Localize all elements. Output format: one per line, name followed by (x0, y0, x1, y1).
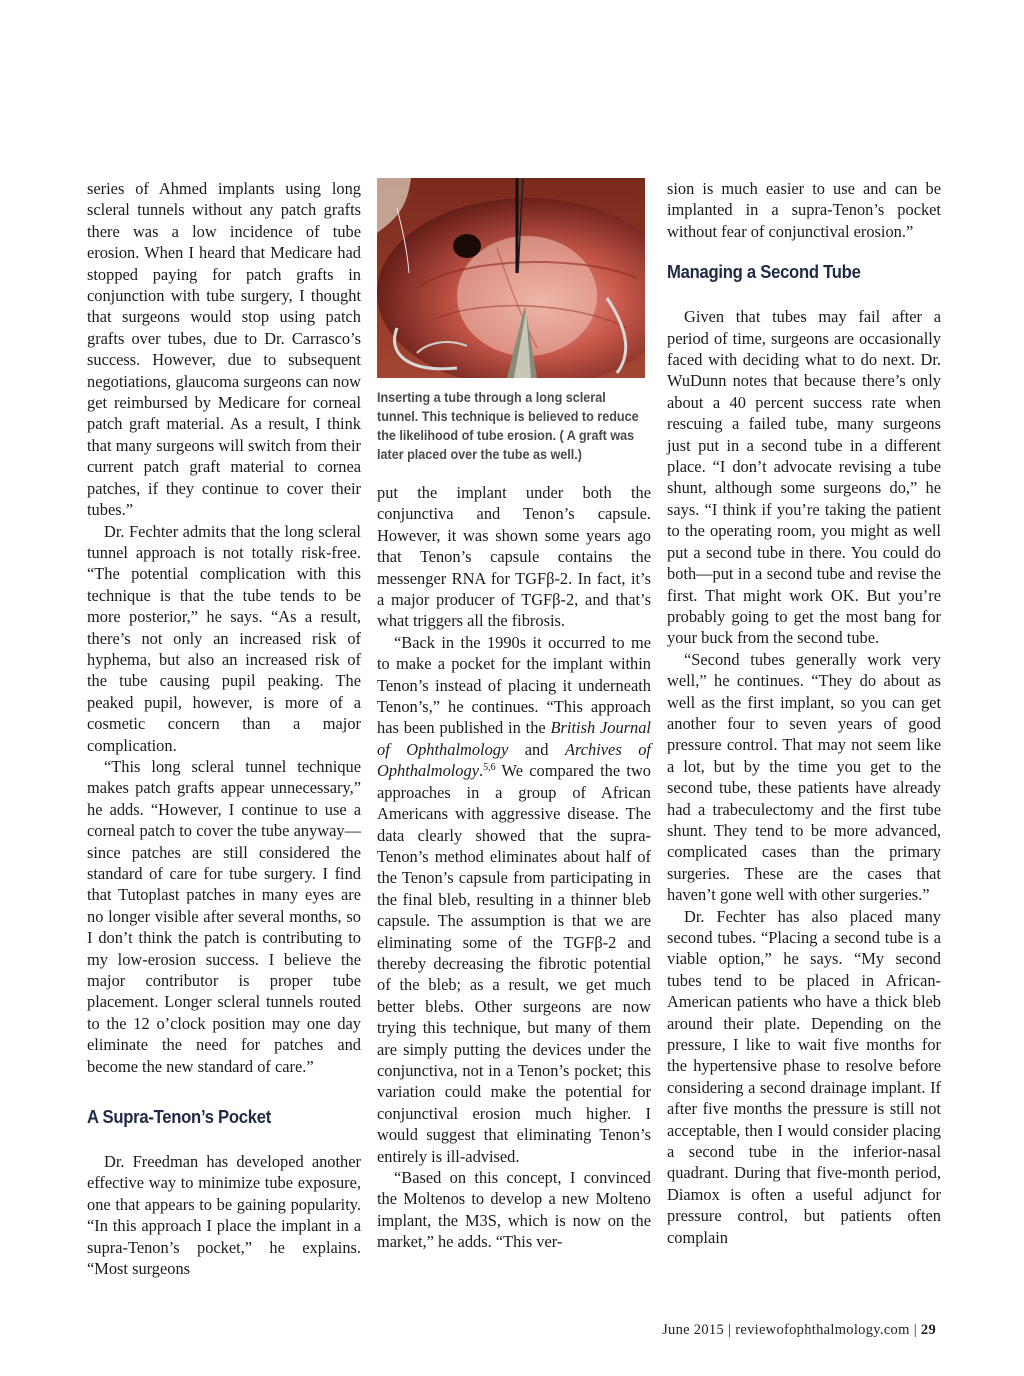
footer-separator: | (728, 1322, 732, 1338)
col2-paragraph-2-text: “Back in the 1990s it occurred to me to make a pocket for the implant within Tenon’s instead of placing it underneath Tenon’s,” he continues. “This approach has been published in the (377, 632, 651, 738)
col2-paragraph-1: put the implant under both the conjunctiva and Tenon’s capsule. However, it was shown some years ago that Tenon’s capsule contains the messenger RNA for TGFβ-2. In fact, it’s a major producer of TGFβ-2, and that’s what triggers all the fibrosis. (377, 483, 651, 631)
col1-paragraph-4: Dr. Freedman has developed another effective way to minimize tube exposure, one that appears to be gaining popularity. “In this approach I place the implant in a supra-Tenon’s pocket,” he explains. “Most surgeons (87, 1152, 361, 1279)
col3-paragraph-1: sion is much easier to use and can be implanted in a supra-Tenon’s pocket without fear of conjunctival erosion.” (667, 179, 941, 241)
col1-paragraph-1: series of Ahmed implants using long scleral tunnels without any patch grafts there was a low incidence of tube erosion. When I heard that Medicare had stopped paying for patch grafts in conjunction with tube surgery, I thought that surgeons would stop using patch grafts over tubes, due to Dr. Carrasco’s success. However, due to subsequent negotiations, glaucoma surgeons can now get reimbursed by Medicare for corneal patch graft material. As a result, I think that many surgeons will switch from their current patch graft material to cornea patches, if they continue to cover their tubes.” (87, 179, 361, 520)
journal-title-bjo: British Journal of Ophthalmology (377, 718, 651, 759)
footer-separator: | (913, 1322, 917, 1338)
journal-title-archives: Archives of Ophthalmology (377, 739, 651, 781)
col3-paragraph-3: “Second tubes generally work very well,” he continues. “They do about as well as the first implant, so you can get another four to seven years of good pressure control. That may not seem like a lot, but by the time you get to the second tube, these patients have already had a trabeculectomy and the first tube shunt. They tend to be more advanced, complicated cases than the primary surgeries. These are the cases that haven’t gone well with other surgeries.” (667, 649, 941, 905)
col3-paragraph-4: Dr. Fechter has also placed many second tubes. “Placing a second tube is a viable option,” he says. “My second tubes tend to be placed in African-American patients who have a thick bleb around their plate. Depending on the pressure, I like to wait five months for the hypertensive phase to resolve before considering a second drainage implant. If after five months the pressure is still not acceptable, then I would consider placing a second tube in the inferior-nasal quadrant. During that five-month period, Diamox is often a useful adjunct for pressure control, but patients often complain (667, 906, 941, 1247)
reference-superscript: 5,6 (483, 762, 496, 774)
figure-caption: Inserting a tube through a long scleral tunnel. This technique is believed to reduce the likelihood of tube erosion. ( A graft was later placed over the tube as well.) (377, 390, 639, 462)
surgery-photo (377, 178, 645, 378)
col3-paragraph-2: Given that tubes may fail after a period of time, surgeons are occasionally faced with deciding what to do next. Dr. WuDunn notes that because there’s only about a 40 percent success rate when rescuing a failed tube, many surgeons just put in a second tube in a different place. “I don’t advocate revising a tube shunt, although some surgeons do,” he says. “I think if you’re taking the patient to the operating room, you might as well put a second tube in there. You could do both—put in a second tube and revise the first. That might work OK. But you’re probably going to get the most bang for your buck from the second tube. (667, 307, 941, 648)
footer-website-link[interactable]: reviewofophthalmology.com (735, 1322, 910, 1338)
page-number: 29 (920, 1322, 936, 1338)
column-2 (377, 178, 651, 1253)
col2-paragraph-3: “Based on this concept, I convinced the Moltenos to develop a new Molteno implant, the M3S, which is now on the market,” he adds. “This ver- (377, 1168, 651, 1252)
col2-paragraph-2: “Back in the 1990s it occurred to me to make a pocket for the implant within Tenon’s instead of placing it underneath Tenon’s,” he continues. “This approach has been published in the British Journal of Ophthalmology and Archives of Ophthalmology.$^{5,6}$ We compared the two approaches in a group of African Americans with aggressive disease. The data clearly showed that the supra-Tenon’s method eliminates about half of the Tenon’s capsule from participating in the final bleb, resulting in a thinner bleb capsule. The assumption is that we are eliminating some of the TGFβ-2 and thereby decreasing the fibrotic potential of the bleb; as a result, we get much better blebs. Other surgeons are now trying this technique, but many of them are simply putting the devices under the conjunctiva, not in a Tenon’s pocket; this variation could make the potential for conjunctival erosion much higher. I would suggest that eliminating Tenon’s entirely is ill-advised. (377, 632, 651, 1166)
col1-paragraph-2: Dr. Fechter admits that the long scleral tunnel approach is not totally risk-free. “The potential complication with this technique is that the tube tends to be more posterior,” he says. “As a result, there’s not only an increased risk of hyphema, but also an increased risk of the tube causing pupil peaking. The peaked pupil, however, is more of a cosmetic concern than a major complication. (87, 521, 361, 755)
col2-paragraph-2-rest: We compared the two approaches in a group of African Americans with aggressive disease. The data clearly showed that the supra-Tenon’s method eliminates about half of the Tenon’s capsule from participating in the final bleb, resulting in a thinner bleb capsule. The assumption is that we are eliminating some of the TGFβ-2 and thereby decreasing the fibrotic potential of the bleb; as a result, we get much better blebs. Other surgeons are now trying this technique, but many of them are simply putting the devices under the conjunctiva, not in a Tenon’s pocket; this variation could make the potential for conjunctival erosion much higher. I would suggest that eliminating Tenon’s entirely is ill-advised. (377, 761, 651, 1166)
section-heading-supra-tenons-pocket: A Supra-Tenon’s Pocket (87, 1106, 272, 1128)
column-3 (667, 178, 941, 1248)
section-heading-managing-second-tube: Managing a Second Tube (667, 261, 861, 283)
surgery-photo-illustration (377, 178, 645, 378)
footer-date: June 2015 (662, 1322, 724, 1338)
page-footer (662, 1322, 936, 1339)
col2-paragraph-2-and: and (508, 739, 565, 759)
col1-paragraph-3: “This long scleral tunnel technique makes patch grafts appear unnecessary,” he adds. “However, I continue to use a corneal patch to cover the tube anyway— since patches are still considered the standard of care for tube surgery. I find that Tutoplast patches in many eyes are no longer visible after several months, so I don’t think the patch is contributing to my low-erosion success. I believe the major contributor is proper tube placement. Longer scleral tunnels routed to the 12 o’clock position may one day eliminate the need for patches and become the new standard of care.” (87, 756, 361, 1076)
column-1 (87, 178, 361, 1280)
